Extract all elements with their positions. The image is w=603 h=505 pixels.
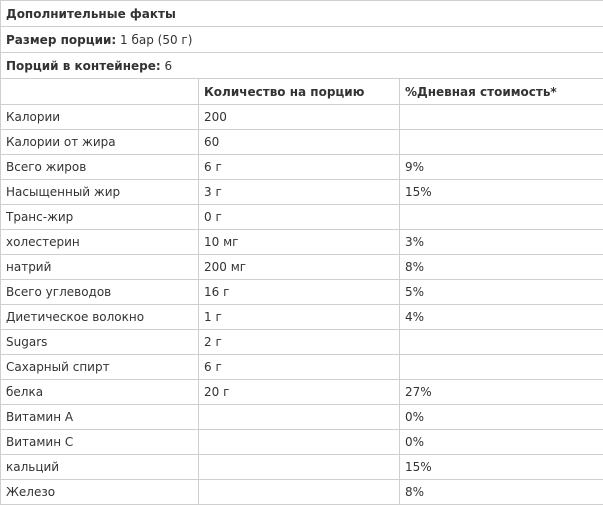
table-row [1,355,603,380]
nutrient-name-cell: Насыщенный жир [1,180,199,205]
amount-cell [199,430,400,455]
daily-value-cell: 0% [400,430,603,455]
nutrient-name-cell: кальций [1,455,199,480]
table-row [1,480,603,505]
amount-cell: 6 г [199,355,400,380]
nutrient-name-cell: Диетическое волокно [1,305,199,330]
daily-value-cell: 3% [400,230,603,255]
amount-cell: 200 мг [199,255,400,280]
nutrient-name-cell: Всего углеводов [1,280,199,305]
servings-per-container-label: Порций в контейнере: [6,59,161,73]
table-row [1,430,603,455]
header-nutrient [1,79,199,105]
header-row [1,79,603,105]
amount-cell: 3 г [199,180,400,205]
nutrient-name-cell: Всего жиров [1,155,199,180]
amount-cell [199,455,400,480]
table-row [1,130,603,155]
table-row [1,230,603,255]
daily-value-cell [400,330,603,355]
daily-value-cell: 8% [400,255,603,280]
servings-per-container-cell [1,53,603,79]
nutrient-name-cell: холестерин [1,230,199,255]
daily-value-cell [400,105,603,130]
daily-value-cell [400,205,603,230]
nutrient-name-cell: Витамин А [1,405,199,430]
table-row [1,155,603,180]
amount-cell: 20 г [199,380,400,405]
servings-per-container-value: 6 [161,59,172,73]
nutrient-name-cell: Витамин С [1,430,199,455]
table-title: Дополнительные факты [1,1,603,27]
daily-value-cell: 9% [400,155,603,180]
nutrient-name-cell: белка [1,380,199,405]
nutrient-name-cell: Железо [1,480,199,505]
header-daily-value: %Дневная стоимость* [400,79,603,105]
table-row [1,455,603,480]
amount-cell: 200 [199,105,400,130]
amount-cell: 10 мг [199,230,400,255]
nutrient-name-cell: Калории [1,105,199,130]
amount-cell: 2 г [199,330,400,355]
nutrient-name-cell: Sugars [1,330,199,355]
serving-size-row [1,27,603,53]
table-row [1,105,603,130]
daily-value-cell: 4% [400,305,603,330]
amount-cell: 6 г [199,155,400,180]
table-row [1,330,603,355]
nutrient-name-cell: натрий [1,255,199,280]
amount-cell: 60 [199,130,400,155]
table-row [1,180,603,205]
nutrient-name-cell: Сахарный спирт [1,355,199,380]
amount-cell: 1 г [199,305,400,330]
daily-value-cell: 15% [400,455,603,480]
serving-size-label: Размер порции: [6,33,116,47]
nutrient-name-cell: Транс-жир [1,205,199,230]
table-row [1,205,603,230]
daily-value-cell: 5% [400,280,603,305]
table-row [1,405,603,430]
daily-value-cell: 0% [400,405,603,430]
table-row [1,380,603,405]
amount-cell [199,405,400,430]
serving-size-cell [1,27,603,53]
daily-value-cell: 15% [400,180,603,205]
daily-value-cell: 8% [400,480,603,505]
daily-value-cell: 27% [400,380,603,405]
nutrient-name-cell: Калории от жира [1,130,199,155]
servings-per-container-row [1,53,603,79]
table-row [1,255,603,280]
daily-value-cell [400,355,603,380]
amount-cell: 16 г [199,280,400,305]
amount-cell: 0 г [199,205,400,230]
table-row [1,305,603,330]
header-amount: Количество на порцию [199,79,400,105]
table-row [1,280,603,305]
serving-size-value: 1 бар (50 г) [116,33,192,47]
title-row [1,1,603,27]
amount-cell [199,480,400,505]
daily-value-cell [400,130,603,155]
